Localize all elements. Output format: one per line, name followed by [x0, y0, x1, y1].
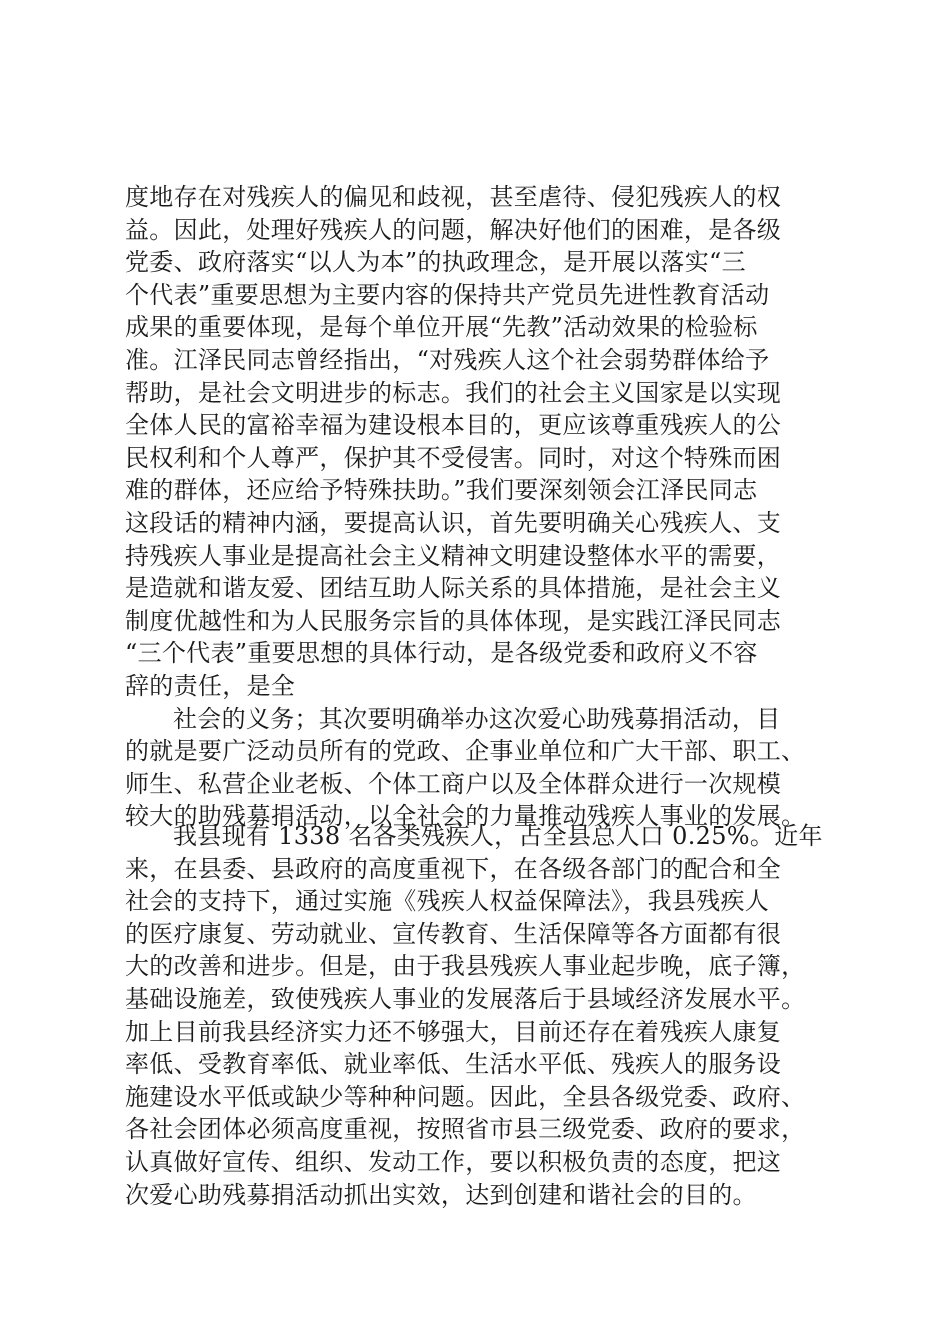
paragraph-1-line: 民权利和个人尊严，保护其不受侵害。同时，对这个特殊而困	[125, 443, 782, 472]
paragraph-3-line: 基础设施差，致使残疾人事业的发展落后于县域经济发展水平。	[125, 984, 806, 1013]
paragraph-3-line: 的医疗康复、劳动就业、宣传教育、生活保障等各方面都有很	[125, 919, 782, 948]
paragraph-1-line: 全体人民的富裕幸福为建设根本目的，更应该尊重残疾人的公	[125, 411, 782, 440]
paragraph-1-line: 准。江泽民同志曾经指出，“对残疾人这个社会弱势群体给予	[125, 345, 770, 374]
paragraph-1-line: 辞的责任，是全	[125, 671, 296, 700]
paragraph-3-line: 认真做好宣传、组织、发动工作，要以积极负责的态度，把这	[125, 1147, 782, 1176]
paragraph-2-line: 师生、私营企业老板、个体工商户以及全体群众进行一次规模	[125, 769, 782, 798]
paragraph-1-line: 这段话的精神内涵，要提高认识，首先要明确关心残疾人、支	[125, 508, 782, 537]
paragraph-1-line: 益。因此，处理好残疾人的问题，解决好他们的困难，是各级	[125, 215, 782, 244]
paragraph-1-line: 是造就和谐友爱、团结互助人际关系的具体措施，是社会主义	[125, 574, 782, 603]
paragraph-3-line: 我县现有 1338 名各类残疾人，占全县总人口 0.25%。近年	[173, 822, 823, 850]
paragraph-2-line: 的就是要广泛动员所有的党政、企事业单位和广大干部、职工、	[125, 737, 806, 766]
paragraph-2-line: 社会的义务；其次要明确举办这次爱心助残募捐活动，目	[173, 704, 781, 733]
paragraph-1-line: 个代表”重要思想为主要内容的保持共产党员先进性教育活动	[125, 280, 770, 309]
paragraph-3-line: 次爱心助残募捐活动抓出实效，达到创建和谐社会的目的。	[125, 1180, 757, 1209]
paragraph-3-line: 大的改善和进步。但是，由于我县残疾人事业起步晚，底子簿，	[125, 952, 806, 981]
paragraph-1-line: 成果的重要体现，是每个单位开展“先教”活动效果的检验标	[125, 313, 758, 342]
paragraph-3-line: 率低、受教育率低、就业率低、生活水平低、残疾人的服务设	[125, 1050, 782, 1079]
paragraph-1-line: 持残疾人事业是提高社会主义精神文明建设整体水平的需要，	[125, 541, 782, 570]
paragraph-3-line: 来，在县委、县政府的高度重视下，在各级各部门的配合和全	[125, 854, 782, 883]
paragraph-3-line: 施建设水平低或缺少等种种问题。因此，全县各级党委、政府、	[125, 1082, 806, 1111]
paragraph-1-line: “三个代表”重要思想的具体行动，是各级党委和政府义不容	[125, 639, 758, 668]
text-block-bottom	[125, 820, 840, 1211]
paragraph-1-line: 帮助，是社会文明进步的标志。我们的社会主义国家是以实现	[125, 378, 782, 407]
paragraph-1-line: 制度优越性和为人民服务宗旨的具体体现，是实践江泽民同志	[125, 606, 782, 635]
paragraph-1-line: 度地存在对残疾人的偏见和歧视，甚至虐待、侵犯残疾人的权	[125, 183, 782, 211]
paragraph-1-line: 党委、政府落实“以人为本”的执政理念，是开展以落实“三	[125, 248, 746, 277]
paragraph-3-line: 加上目前我县经济实力还不够强大，目前还存在着残疾人康复	[125, 1017, 782, 1046]
text-block-top	[125, 181, 840, 833]
paragraph-3-line: 各社会团体必须高度重视，按照省市县三级党委、政府的要求，	[125, 1115, 806, 1144]
paragraph-3-line: 社会的支持下，通过实施《残疾人权益保障法》，我县残疾人	[125, 887, 770, 916]
paragraph-1-line: 难的群体，还应给予特殊扶助。”我们要深刻领会江泽民同志	[125, 476, 758, 505]
paragraph-2-line: 较大的助残募捐活动，以全社会的力量推动残疾人事业的发展。	[125, 802, 806, 831]
